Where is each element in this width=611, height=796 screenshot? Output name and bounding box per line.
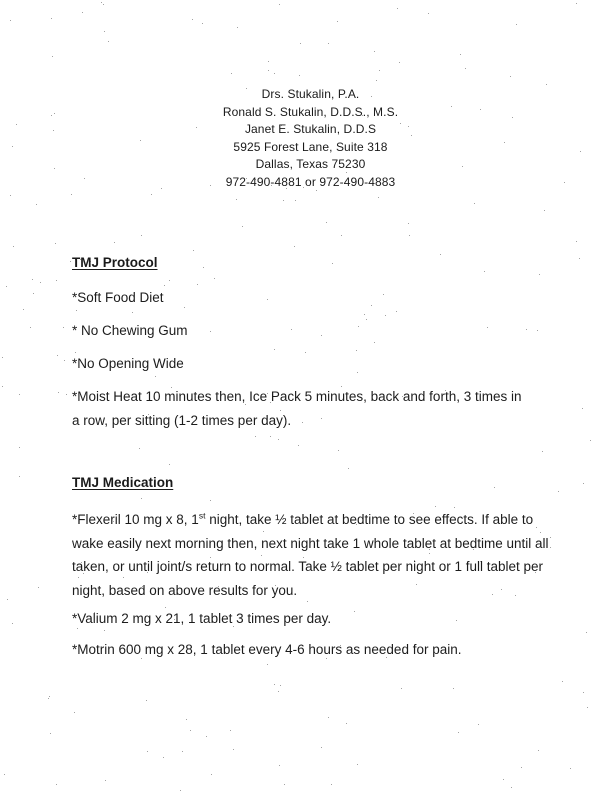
scan-speck — [76, 310, 77, 311]
scan-speck — [278, 691, 279, 692]
scan-speck — [538, 750, 539, 751]
scan-speck — [141, 235, 142, 236]
scan-speck — [32, 279, 33, 280]
scan-speck — [279, 4, 280, 5]
scan-speck — [356, 350, 357, 351]
scan-speck — [63, 327, 64, 328]
scan-speck — [364, 314, 365, 315]
scan-speck — [57, 355, 58, 356]
scan-speck — [141, 498, 142, 499]
scan-speck — [210, 500, 211, 501]
scan-speck — [52, 56, 53, 57]
protocol-title: TMJ Protocol — [72, 255, 158, 270]
scan-speck — [82, 12, 83, 13]
protocol-item-no-gum: * No Chewing Gum — [72, 323, 188, 338]
scan-speck — [10, 195, 11, 196]
scan-speck — [321, 747, 322, 748]
scan-speck — [587, 707, 588, 708]
scan-speck — [103, 4, 104, 5]
scan-speck — [101, 2, 102, 3]
scan-speck — [74, 712, 75, 713]
scan-speck — [516, 24, 517, 25]
scan-speck — [13, 246, 14, 247]
scan-speck — [348, 468, 349, 469]
scan-speck — [255, 436, 256, 437]
scan-speck — [114, 242, 115, 243]
scan-speck — [180, 790, 181, 791]
scan-speck — [511, 787, 512, 788]
scan-speck — [298, 445, 299, 446]
scan-speck — [583, 483, 584, 484]
scan-speck — [30, 327, 31, 328]
scan-speck — [558, 491, 559, 492]
scan-speck — [270, 436, 271, 437]
scan-speck — [332, 263, 333, 264]
scan-speck — [460, 54, 461, 55]
scan-speck — [474, 203, 475, 204]
scan-speck — [2, 357, 3, 358]
scan-speck — [299, 75, 300, 76]
scan-speck — [233, 749, 234, 750]
scan-speck — [151, 194, 152, 195]
scan-speck — [146, 700, 147, 701]
scan-speck — [58, 392, 59, 393]
scan-speck — [236, 199, 237, 200]
scan-speck — [49, 696, 50, 697]
scan-speck — [278, 439, 279, 440]
scan-speck — [193, 250, 194, 251]
scan-speck — [338, 450, 339, 451]
scan-speck — [274, 73, 275, 74]
scan-speck — [550, 537, 551, 538]
medication-title: TMJ Medication — [72, 475, 174, 490]
scan-speck — [440, 254, 441, 255]
scan-speck — [231, 73, 232, 74]
scan-speck — [64, 360, 65, 361]
scan-speck — [428, 13, 429, 14]
medication-flexeril — [72, 508, 550, 602]
scan-speck — [203, 267, 204, 268]
flexeril-superscript: st — [198, 510, 206, 521]
scan-speck — [586, 632, 587, 633]
scan-speck — [206, 736, 207, 737]
scan-speck — [397, 8, 398, 9]
scan-speck — [51, 18, 52, 19]
flexeril-text-rest: night, take ½ tablet at bedtime to see effects. If able to wake easily next morning then, next night take 1 whole tablet at bedtime until all taken, or until joint/s return to normal. Take ½ tablet per night or 1 full tablet per night, based on above results for you. — [72, 512, 549, 598]
street-address: 5925 Forest Lane, Suite 318 — [233, 139, 388, 154]
scan-speck — [326, 222, 327, 223]
scan-speck — [6, 286, 7, 287]
scan-speck — [582, 408, 583, 409]
scan-speck — [385, 315, 386, 316]
scan-speck — [374, 51, 375, 52]
scan-speck — [562, 681, 563, 682]
scan-speck — [408, 223, 409, 224]
scan-speck — [268, 61, 269, 62]
scan-speck — [379, 70, 380, 71]
protocol-item-soft-food: *Soft Food Diet — [72, 290, 164, 305]
scan-speck — [378, 197, 379, 198]
scan-speck — [202, 23, 203, 24]
scan-speck — [36, 204, 37, 205]
scan-speck — [284, 784, 285, 785]
scan-speck — [230, 730, 231, 731]
scan-speck — [104, 31, 105, 32]
practice-name: Drs. Stukalin, P.A. — [261, 87, 360, 101]
scan-speck — [147, 751, 148, 752]
scan-speck — [56, 280, 57, 281]
scan-speck — [105, 780, 106, 781]
scan-speck — [4, 774, 5, 775]
scan-speck — [546, 84, 547, 85]
protocol-item-no-opening-wide: *No Opening Wide — [72, 356, 184, 371]
scan-speck — [542, 451, 543, 452]
scan-speck — [48, 698, 49, 699]
scan-speck — [328, 43, 329, 44]
scan-speck — [435, 506, 436, 507]
scan-speck — [484, 271, 485, 272]
scan-speck — [55, 243, 56, 244]
scan-speck — [56, 784, 57, 785]
scan-speck — [12, 623, 13, 624]
scan-speck — [376, 80, 377, 81]
scan-speck — [357, 764, 358, 765]
scan-speck — [33, 293, 34, 294]
scan-speck — [458, 732, 459, 733]
scan-speck — [579, 258, 580, 259]
scan-speck — [590, 440, 591, 441]
scan-speck — [66, 394, 67, 395]
scan-speck — [550, 547, 551, 548]
scan-speck — [503, 779, 504, 780]
letterhead — [0, 86, 611, 191]
scan-speck — [294, 246, 295, 247]
scan-speck — [510, 76, 511, 77]
scan-speck — [279, 765, 280, 766]
scan-speck — [570, 768, 571, 769]
scan-speck — [132, 312, 133, 313]
scan-speck — [337, 21, 338, 22]
scan-speck — [211, 774, 212, 775]
scan-speck — [539, 274, 540, 275]
doctor-name-2: Janet E. Stukalin, D.D.S — [244, 122, 377, 136]
scan-speck — [163, 757, 164, 758]
scan-speck — [2, 386, 3, 387]
scan-speck — [268, 70, 269, 71]
scan-speck — [19, 476, 20, 477]
scan-speck — [274, 349, 275, 350]
scan-speck — [521, 767, 522, 768]
scan-speck — [401, 688, 402, 689]
scan-speck — [192, 19, 193, 20]
scan-speck — [169, 464, 170, 465]
scan-speck — [341, 235, 342, 236]
scan-speck — [409, 235, 410, 236]
scan-speck — [300, 43, 301, 44]
scan-speck — [19, 447, 20, 448]
scan-speck — [7, 599, 8, 600]
scan-speck — [583, 692, 584, 693]
scan-speck — [19, 394, 20, 395]
scan-speck — [70, 261, 71, 262]
scan-speck — [328, 717, 329, 718]
scan-speck — [40, 282, 41, 283]
scan-speck — [494, 487, 495, 488]
scan-speck — [155, 376, 156, 377]
scan-speck — [453, 688, 454, 689]
protocol-item-heat-ice: *Moist Heat 10 minutes then, Ice Pack 5 minutes, back and forth, 3 times in a row, per sitting (1-2 times per day). — [72, 389, 522, 428]
scan-speck — [182, 751, 183, 752]
scan-speck — [465, 68, 466, 69]
medication-motrin: *Motrin 600 mg x 28, 1 tablet every 4-6 hours as needed for pain. — [72, 642, 462, 657]
scan-speck — [346, 723, 347, 724]
scan-speck — [197, 284, 198, 285]
scan-speck — [399, 62, 400, 63]
scan-speck — [214, 278, 215, 279]
scan-speck — [10, 20, 11, 21]
flexeril-text-start: *Flexeril 10 mg x 8, 1 — [72, 512, 199, 527]
doctor-name-1: Ronald S. Stukalin, D.D.S., M.S. — [222, 104, 399, 119]
scan-speck — [331, 784, 332, 785]
scan-speck — [186, 719, 187, 720]
city-state-zip: Dallas, Texas 75230 — [255, 157, 366, 171]
scan-speck — [280, 685, 281, 686]
scan-speck — [576, 241, 577, 242]
scan-speck — [295, 200, 296, 201]
scan-speck — [283, 200, 284, 201]
scan-speck — [396, 311, 397, 312]
scan-speck — [267, 664, 268, 665]
scan-speck — [169, 280, 170, 281]
medication-valium: *Valium 2 mg x 21, 1 tablet 3 times per day. — [72, 611, 332, 626]
scan-speck — [576, 3, 577, 4]
scan-speck — [190, 730, 191, 731]
scan-speck — [38, 587, 39, 588]
scan-speck — [108, 41, 109, 42]
phone-numbers: 972-490-4881 or 972-490-4883 — [225, 174, 396, 189]
scan-speck — [23, 309, 24, 310]
scan-speck — [544, 210, 545, 211]
scan-speck — [71, 194, 72, 195]
scan-speck — [274, 684, 275, 685]
scan-speck — [478, 724, 479, 725]
scan-speck — [242, 226, 243, 227]
scan-speck — [237, 27, 238, 28]
scan-speck — [50, 733, 51, 734]
scan-speck — [139, 448, 140, 449]
